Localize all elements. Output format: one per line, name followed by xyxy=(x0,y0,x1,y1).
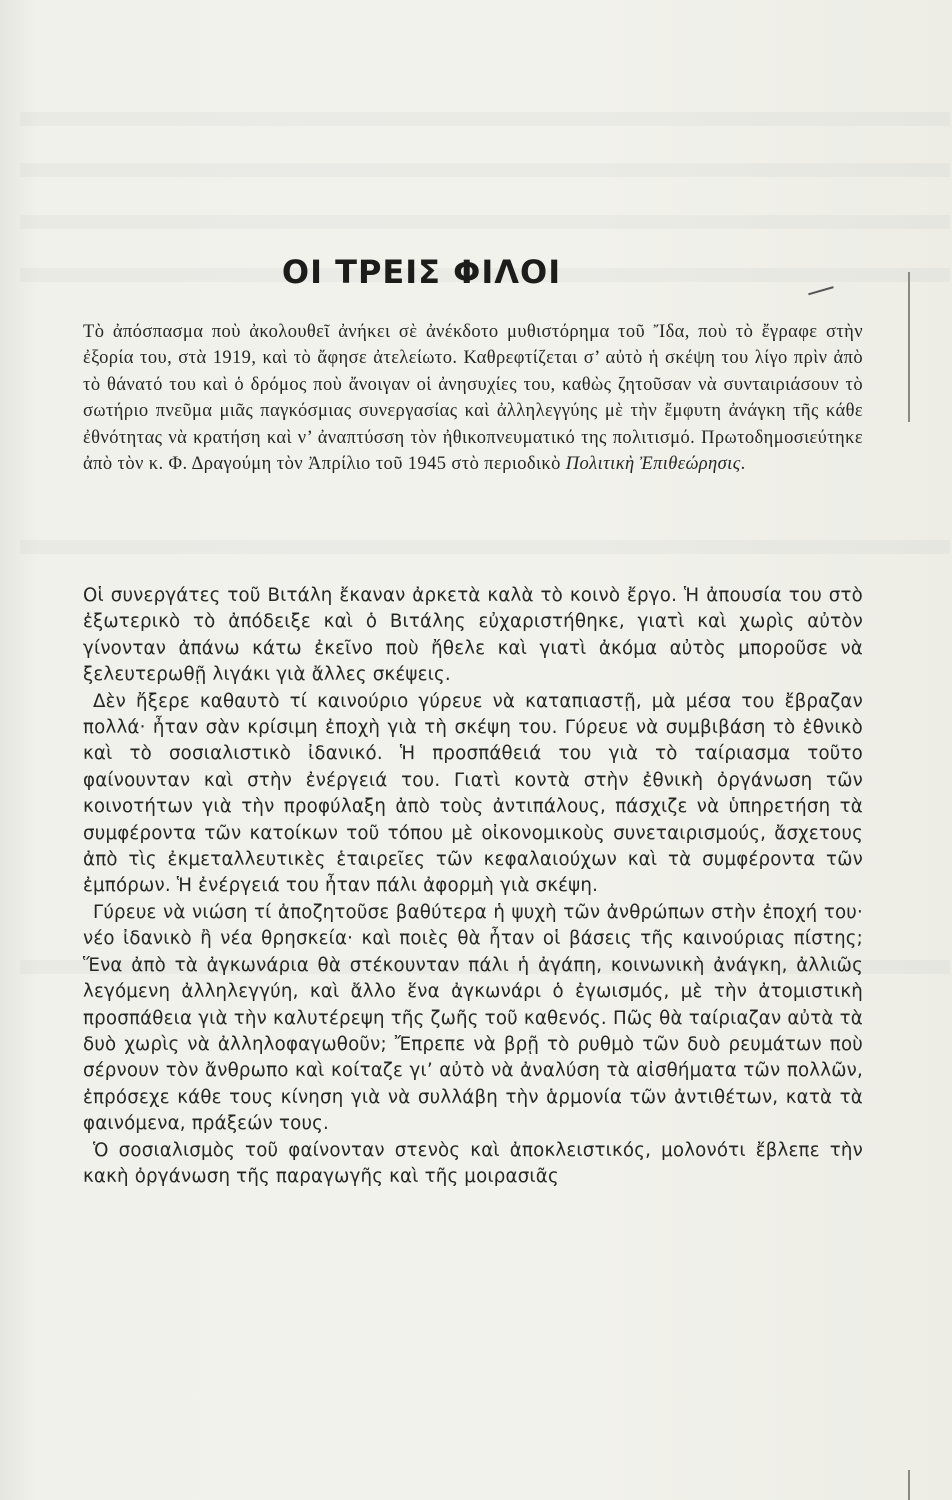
page-edge-mark xyxy=(908,272,910,422)
show-through-line xyxy=(20,215,950,229)
page-title: ΟΙ ΤΡΕΙΣ ΦΙΛΟΙ xyxy=(281,253,562,292)
intro-text-end: . xyxy=(740,454,746,475)
periodical-title: Πολιτικὴ Ἐπιθεώρησις xyxy=(565,454,741,475)
show-through-line xyxy=(20,112,950,126)
paragraph: Γύρευε νὰ νιώση τί ἀποζητοῦσε βαθύτερα ἡ ψυχὴ τῶν ἀνθρώπων στὴν ἐποχή του· νέο ἰδανικὸ ἢ νέα θρησκεία· καὶ ποιὲς θὰ ἦταν οἱ βάσεις τῆς καινούριας πίστης; Ἕνα ἀπὸ τὰ ἀγκωνάρια θὰ στέκουνταν πάλι ἡ ἀγάπη, κοινωνικὴ ἀνάγκη, ἀλλιῶς λεγόμενη ἀλληλεγγύη, καὶ ἄλλο ἕνα ἀγκωνάρι ὁ ἐγωισμός, μὲ τὴν ἀτομιστικὴ προσπάθεια γιὰ τὴν καλυτέρεψη τῆς ζωῆς τοῦ καθενός. Πῶς θὰ ταίριαζαν αὐτὰ τὰ δυὸ χωρὶς νὰ ἀλληλοφαγωθοῦν; Ἔπρεπε νὰ βρῇ τὸ ρυθμὸ τῶν δυὸ ρευμάτων ποὺ σέρνουν τὸν ἄνθρωπο καὶ κοίταζε γι’ αὐτὸ νὰ ἀναλύση τὰ αἰσθήματα τῶν πολλῶν, ἐπρόσεχε κάθε τους κίνηση γιὰ νὰ συλλάβη τὴν ἁρμονία τῶν ἀντιθέτων, κατὰ τὰ φαινόμενα, πράξεών τους. xyxy=(83,901,863,1135)
body-text xyxy=(83,583,863,1190)
show-through-line xyxy=(20,163,950,177)
paragraph: Ὁ σοσιαλισμὸς τοῦ φαίνονταν στενὸς καὶ ἀποκλειστικός, μολονότι ἔβλεπε τὴν κακὴ ὀργάνωση τῆς παραγωγῆς καὶ τῆς μοιρασιᾶς xyxy=(83,1139,863,1187)
page-edge-mark xyxy=(908,1470,910,1500)
intro-text: Τὸ ἀπόσπασμα ποὺ ἀκολουθεῖ ἀνήκει σὲ ἀνέκδοτο μυθιστόρημα τοῦ Ἴδα, ποὺ τὸ ἔγραφε στὴν ἐξορία του, στὰ 1919, καὶ τὸ ἄφησε ἀτελείωτο. Καθρεφτίζεται σ’ αὐτὸ ἡ σκέψη του λίγο πρὶν ἀπὸ τὸ θάνατό του καὶ ὁ δρόμος ποὺ ἄνοιγαν οἱ ἀνησυχίες του, καθὼς ζητοῦσαν νὰ συνταιριάσουν τὸ σωτήριο πνεῦμα μιᾶς παγκόσμιας συνεργασίας καὶ ἀλληλεγγύης μὲ τὴν ἔμφυτη ἀνάγκη τῆς κάθε ἐθνότητας νὰ κρατήση καὶ ν’ ἀναπτύσση τὸν ἠθικοπνευματικό της πολιτισμό. Πρωτοδημοσιεύτηκε ἀπὸ τὸν κ. Φ. Δραγούμη τὸν Ἀπρίλιο τοῦ 1945 στὸ περιοδικὸ xyxy=(83,322,863,475)
intro-paragraph xyxy=(83,319,863,477)
intro-note xyxy=(83,319,863,477)
show-through-line xyxy=(20,540,950,554)
paragraph: Οἱ συνεργάτες τοῦ Βιτάλη ἔκαναν ἀρκετὰ καλὰ τὸ κοινὸ ἔργο. Ἡ ἀπουσία του στὸ ἐξωτερικὸ τὸ ἀπόδειξε καὶ ὁ Βιτάλης εὐχαριστήθηκε, γιατὶ καὶ χωρὶς αὐτὸν γίνονταν ἀπάνω κάτω ἐκεῖνο ποὺ ἤθελε καὶ γιατὶ ἀκόμα αὐτὸς μποροῦσε νὰ ξελευτερωθῇ λιγάκι γιὰ ἄλλες σκέψεις. xyxy=(83,585,863,686)
paragraph: Δὲν ἤξερε καθαυτὸ τί καινούριο γύρευε νὰ καταπιαστῇ, μὰ μέσα του ἔβραζαν πολλά· ἦταν σὰν κρίσιμη ἐποχὴ γιὰ τὴ σκέψη του. Γύρευε νὰ συμβιβάση τὸ ἐθνικὸ καὶ τὸ σοσιαλιστικὸ ἰδανικό. Ἡ προσπάθειά του γιὰ τὸ ταίριασμα τοῦτο φαίνουνταν καὶ στὴν ἐνέργειά του. Γιατὶ κοντὰ στὴν ἐθνικὴ ὀργάνωση τῶν κοινοτήτων γιὰ τὴν προφύλαξη ἀπὸ τοὺς ἀντιπάλους, πάσχιζε νὰ ὑπηρετήση τὰ συμφέροντα τῶν κατοίκων τοῦ τόπου μὲ οἰκονομικοὺς συνεταιρισμούς, ἄσχετους ἀπὸ τὶς ἐκμεταλλευτικὲς ἑταιρεῖες τῶν κεφαλαιούχων καὶ τὰ συμφέροντα τῶν ἐμπόρων. Ἡ ἐνέργειά του ἦταν πάλι ἀφορμὴ γιὰ σκέψη. xyxy=(83,690,863,897)
